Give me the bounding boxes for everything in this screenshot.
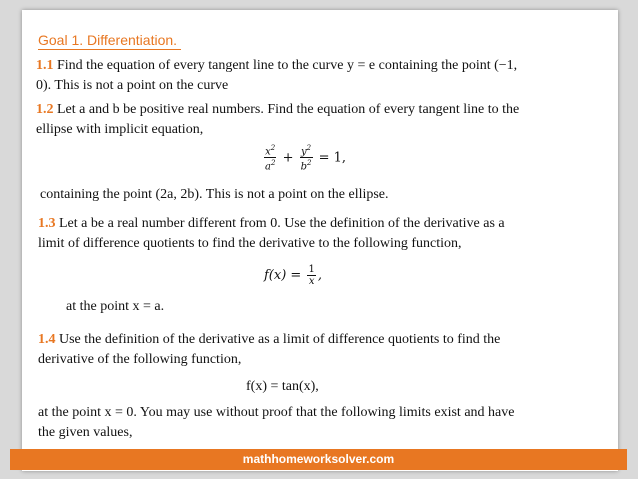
problem-1-2-after: containing the point (2a, 2b). This is not a point on the ellipse.: [40, 187, 389, 202]
problem-number: 1.2: [36, 102, 54, 117]
tan-equation: f(x) = tan(x),: [246, 379, 319, 394]
problem-text: Find the equation of every tangent line to the curve y = e containing the point (−1,: [57, 58, 518, 73]
problem-number: 1.4: [38, 332, 56, 347]
goal-title: Goal 1. Differentiation.: [38, 32, 181, 50]
problem-1-4-line1: [38, 330, 500, 349]
problem-number: 1.1: [36, 58, 54, 73]
ellipse-equation: $\frac{x^2}{a^2}$ + $\frac{y^2}{b^2}$ = 1,: [265, 144, 347, 173]
footer-banner: mathhomeworksolver.com: [10, 449, 627, 470]
problem-1-4-after2: the given values,: [38, 425, 133, 440]
problem-1-3-line1: [38, 214, 505, 233]
problem-1-1-line2: 0). This is not a point on the curve: [36, 78, 229, 93]
problem-number: 1.3: [38, 216, 56, 231]
problem-1-3-after: at the point x = a.: [66, 299, 165, 314]
problem-1-4-line2: derivative of the following function,: [38, 352, 242, 367]
problem-1-2-line1: [36, 100, 519, 119]
problem-1-2-line2: ellipse with implicit equation,: [36, 122, 204, 137]
problem-text: Use the definition of the derivative as a limit of difference quotients to find the: [59, 332, 501, 347]
problem-1-3-line2: limit of difference quotients to find the derivative to the following function,: [38, 236, 462, 251]
problem-1-4-after: at the point x = 0. You may use without proof that the following limits exist and have: [38, 405, 515, 420]
problem-1-1-line1: [36, 56, 517, 75]
problem-text: Let a and b be positive real numbers. Find the equation of every tangent line to the: [57, 102, 520, 117]
problem-text: Let a be a real number different from 0. Use the definition of the derivative as a: [59, 216, 505, 231]
reciprocal-equation: f(x) = $\frac{1}{x}$ ,: [264, 264, 322, 287]
